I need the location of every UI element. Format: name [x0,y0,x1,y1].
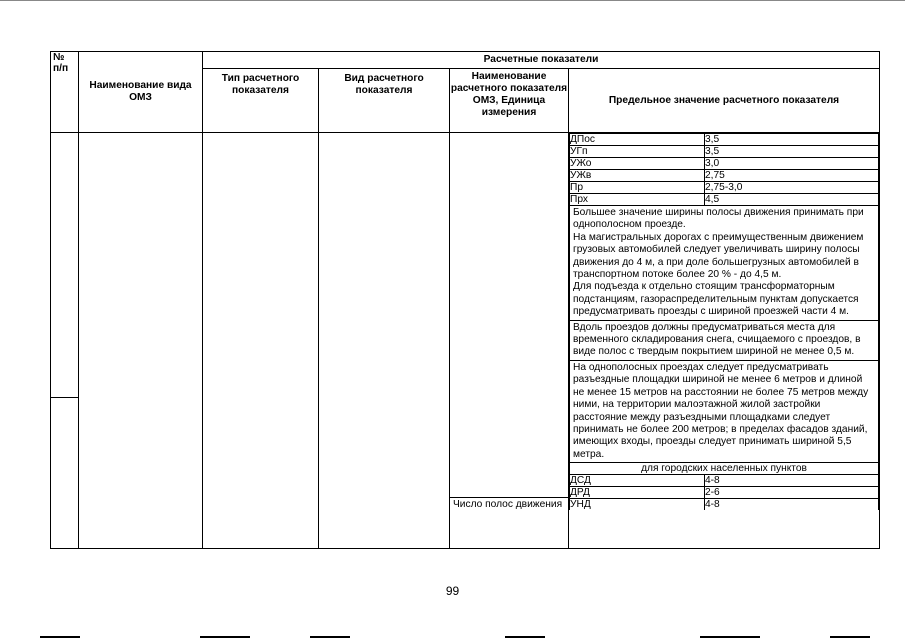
header-name: Наименование вида ОМЗ [79,52,203,133]
lane-indicator-name: Число полос движения [450,497,568,512]
header-num: № п/п [51,52,79,133]
page-number: 99 [445,584,460,598]
header-ind-name: Наименование расчетного показателя ОМЗ, Единица измерения [450,69,569,133]
cell-type [203,133,319,549]
note-row [570,320,879,360]
header-limit: Предельное значение расчетного показателя [569,69,880,133]
table-row: УЖо 3,0 [570,158,879,170]
table-row: УНД 4-8 [570,499,879,511]
row-divider-mark [51,397,78,398]
lane-group-row [570,463,879,475]
scan-edge-bottom [40,636,80,638]
note-row [570,360,879,462]
note-3: На однополосных проездах следует предусматривать разъездные площадки шириной не менее 6 метров и длиной не менее 15 метров на расстоянии не более 75 метров между ними, на территории малоэтажной жилой застройки расстояние между разъездными площадками следует принимать не более 200 метров; в пределах фасадов зданий, имеющих входы, проезды следует принимать шириной 5,5 метра. [570,360,879,462]
header-type: Тип расчетного показателя [203,69,319,133]
table-row: ДСД 4-8 [570,475,879,487]
width-values [569,133,879,510]
cell-ind-name [450,133,569,549]
scan-edge-bottom [310,636,350,638]
cell-kind [319,133,450,549]
table-row: ДРД 2-6 [570,487,879,499]
table-row: УЖв 2,75 [570,170,879,182]
header-kind: Вид расчетного показателя [319,69,450,133]
cell-num [51,133,79,549]
lane-group-title: для городских населенных пунктов [570,463,879,475]
scan-edge-top [0,0,905,1]
note-1: Большее значение ширины полосы движения принимать при однополосном проезде. На магистральных дорогах с преимущественным движением грузовых автомобилей следует увеличивать ширину полосы движения до 4 м, а при доле большегрузных автомобилей в транспортном потоке более 20 % - до 4,5 м. Для подъезда к отдельно стоящим трансформаторным подстанциям, газораспределительным пунктам допускается предусматривать проезды с шириной проезжей части 4 м. [570,206,879,321]
note-2: Вдоль проездов должны предусматриваться места для временного складирования снега, счищаемого с проездов, в виде полос с твердым покрытием шириной не менее 0,5 м. [570,320,879,360]
table-row: УГп 3,5 [570,146,879,158]
note-row [570,206,879,321]
scan-edge-bottom [200,636,250,638]
table-row: Пр 2,75-3,0 [570,182,879,194]
table-row: Прх 4,5 [570,194,879,206]
scan-edge-bottom [830,636,870,638]
scan-edge-bottom [505,636,545,638]
header-indicators: Расчетные показатели [203,52,880,69]
indicators-table [50,51,880,549]
table-row: ДПос 3,5 [570,134,879,146]
cell-limit [569,133,880,549]
cell-name [79,133,203,549]
scan-edge-bottom [700,636,760,638]
